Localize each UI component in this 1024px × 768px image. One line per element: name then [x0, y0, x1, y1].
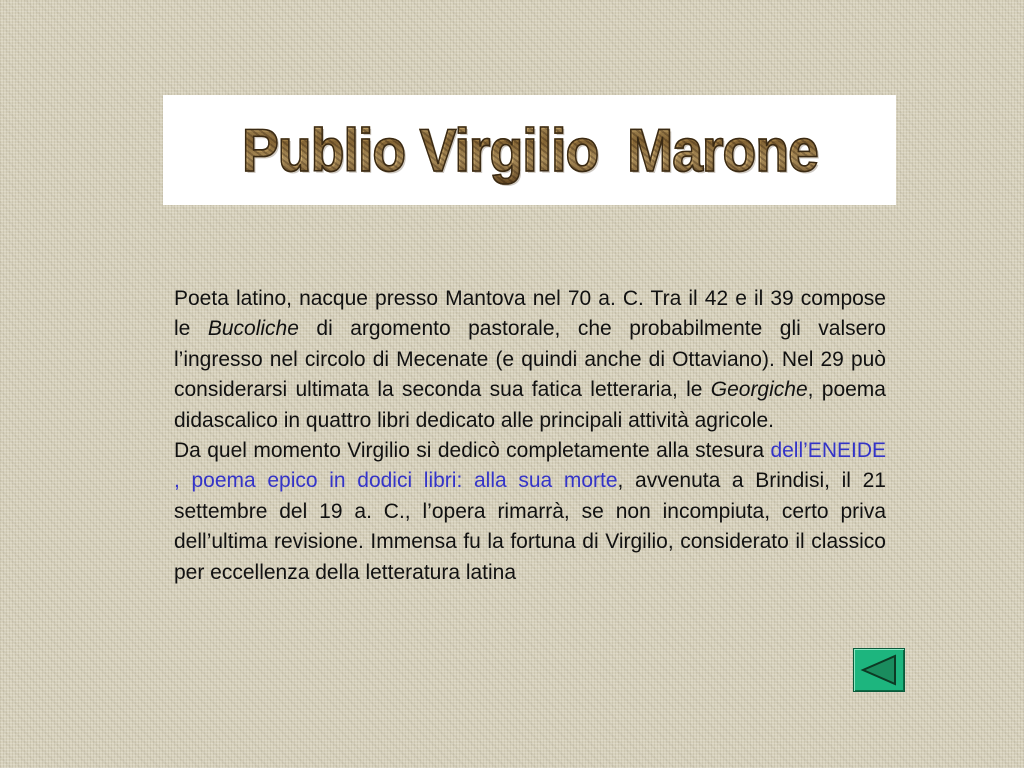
paragraph-1 [174, 284, 886, 436]
slide-title: Publio Virgilio Marone [241, 116, 818, 184]
paragraph-2-text-a: Da quel momento Virgilio si dedicò completamente alla stesura [174, 439, 771, 463]
title-box [163, 95, 896, 205]
back-button[interactable] [853, 648, 905, 692]
paragraph-1-text-b: di argomento pastorale, che probabilmente gli valsero l’ingresso nel circolo di Mecenate (e quindi anche di Ottaviano). Nel 29 può considerarsi ultimata la seconda sua fatica letteraria, le [174, 317, 886, 402]
paragraph-2 [174, 436, 886, 588]
paragraph-1-text-a: Poeta latino, nacque presso Mantova nel 70 a. C. Tra il 42 e il 39 compose le [174, 287, 886, 341]
eneide-link[interactable]: dell’ENEIDE , poema epico in dodici libri: alla sua morte [174, 439, 886, 493]
back-arrow-icon [859, 653, 899, 687]
georgiche-title: Georgiche [710, 378, 808, 402]
bucoliche-title: Bucoliche [207, 317, 299, 341]
paragraph-1-text-c: , poema didascalico in quattro libri dedicato alle principali attività agricole. [174, 378, 886, 432]
paragraph-2-text-b: , avvenuta a Brindisi, il 21 settembre del 19 a. C., l’opera rimarrà, se non incompiuta, certo priva dell’ultima revisione. Immensa fu la fortuna di Virgilio, considerato il classico per eccellenza della letteratura latina [174, 469, 886, 584]
body-text [174, 284, 886, 588]
